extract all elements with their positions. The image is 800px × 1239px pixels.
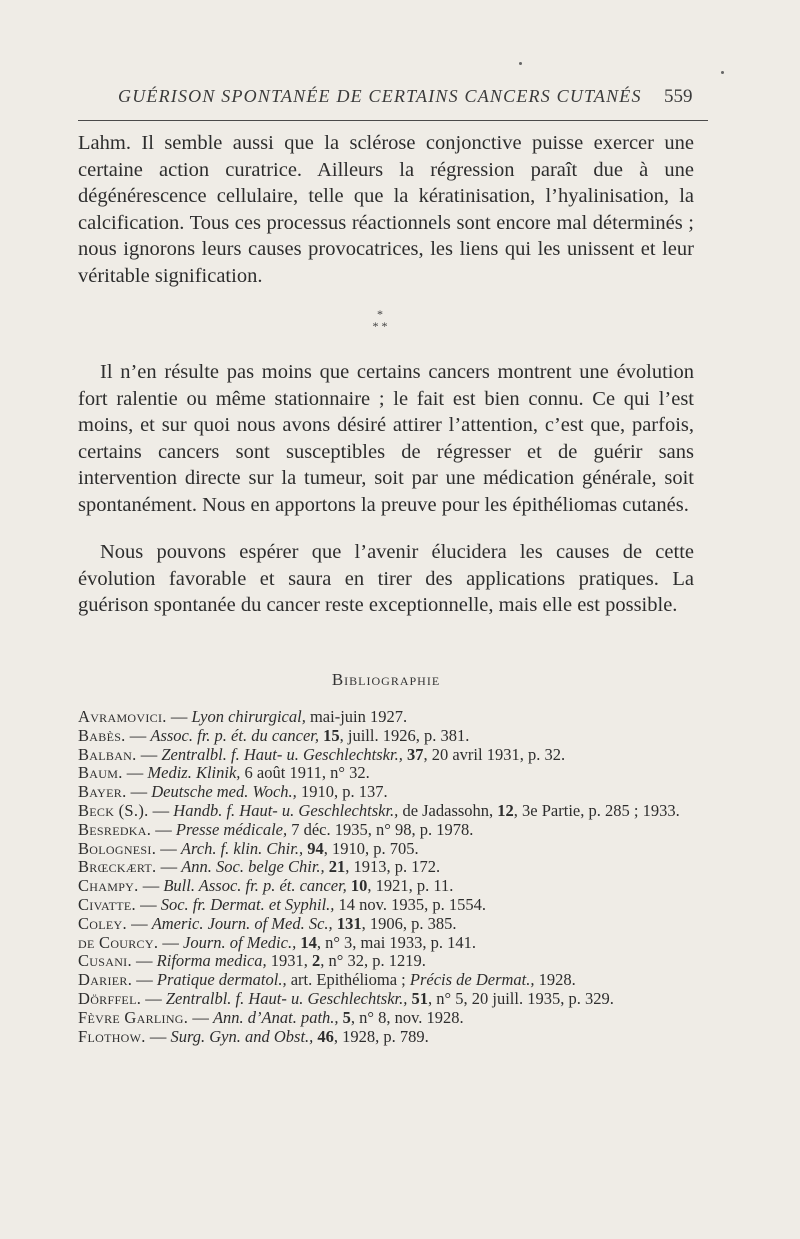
- entry-author: Champy.: [78, 876, 139, 896]
- entry-author: Flothow.: [78, 1026, 146, 1046]
- entry-volume: 10: [350, 876, 368, 896]
- entry-details: 1928.: [534, 970, 576, 990]
- entry-journal: Deutsche med. Woch.,: [151, 782, 297, 802]
- entry-author: Babès.: [78, 725, 126, 745]
- entry-details: 14 nov. 1935, p. 1554.: [334, 894, 486, 914]
- entry-volume: 94: [307, 838, 324, 858]
- entry-journal: Lyon chirurgical,: [191, 707, 306, 726]
- bibliography-entry: Besredka. — Presse médicale, 7 déc. 1935, n° 98, p. 1978.: [78, 819, 474, 839]
- entry-journal: Pratique dermatol.,: [156, 970, 287, 990]
- page-number: 559: [664, 86, 693, 107]
- entry-details: 1910, p. 137.: [296, 782, 388, 802]
- entry-journal: Précis de Dermat.,: [409, 970, 535, 990]
- paragraph-1: Lahm. Il semble aussi que la sclérose conjonctive puisse exercer une certaine action curatrice. Ailleurs la régression paraît due à une dégénérescence cellulaire, telle que la kératinisation, l’hyalinisation, la calcification. Tous ces processus réactionnels sont encore mal déterminés ; nous ignorons leurs causes provocatrices, les liens qui les unissent et leur véritable signification.: [78, 132, 694, 287]
- entry-details: , 1910, p. 705.: [323, 838, 419, 858]
- entry-volume: 46: [317, 1026, 334, 1046]
- entry-details: , 1906, p. 385.: [361, 913, 457, 933]
- entry-volume: 14: [300, 932, 317, 952]
- bibliography-entry: Balban. — Zentralbl. f. Haut- u. Geschlechtskr., 37, 20 avril 1931, p. 32.: [78, 744, 566, 764]
- entry-details: 1931,: [266, 951, 313, 971]
- running-header: GUÉRISON SPONTANÉE DE CERTAINS CANCERS CUTANÉS: [118, 86, 642, 106]
- entry-details: 7 déc. 1935, n° 98, p. 1978.: [287, 819, 474, 839]
- entry-details: , 3e Partie, p. 285 ; 1933.: [513, 800, 680, 820]
- entry-author: Cusani.: [78, 951, 132, 971]
- entry-volume: 2: [312, 951, 321, 971]
- entry-volume: 15: [323, 725, 340, 745]
- header-rule: [78, 120, 708, 121]
- entry-volume: 21: [328, 857, 346, 877]
- entry-journal: Arch. f. klin. Chir.,: [180, 838, 304, 858]
- entry-journal: Zentralbl. f. Haut- u. Geschlechtskr.,: [161, 744, 403, 764]
- entry-author: Baum.: [78, 763, 123, 783]
- bibliography-entry: Dörffel. — Zentralbl. f. Haut- u. Geschlechtskr., 51, n° 5, 20 juill. 1935, p. 329.: [78, 988, 614, 1008]
- entry-details: , n° 32, p. 1219.: [320, 951, 426, 971]
- paper-speck: [721, 71, 724, 74]
- bibliography-entry: Coley. — Americ. Journ. of Med. Sc., 131, 1906, p. 385.: [78, 913, 457, 933]
- entry-author: Bolognesi.: [78, 838, 157, 858]
- bibliography-entry: Beck (S.). — Handb. f. Haut- u. Geschlechtskr., de Jadassohn, 12, 3e Partie, p. 285 ; 1933.: [78, 800, 680, 820]
- bibliography-entry: Bayer. — Deutsche med. Woch., 1910, p. 137.: [78, 782, 388, 802]
- entry-journal: Riforma medica,: [156, 951, 267, 971]
- bibliography-entry: Babès. — Assoc. fr. p. ét. du cancer, 15, juill. 1926, p. 381.: [78, 725, 470, 745]
- bibliography-entry: Brœckært. — Ann. Soc. belge Chir., 21, 1913, p. 172.: [78, 857, 441, 877]
- entry-author: Dörffel.: [78, 988, 142, 1008]
- bibliography-entry: Flothow. — Surg. Gyn. and Obst., 46, 1928, p. 789.: [78, 1026, 429, 1046]
- entry-journal: Handb. f. Haut- u. Geschlechtskr.,: [173, 800, 399, 820]
- entry-details: art. Epithélioma ;: [286, 970, 410, 990]
- entry-author: Brœckært.: [78, 857, 157, 877]
- bibliography-entry: Bolognesi. — Arch. f. klin. Chir., 94, 1910, p. 705.: [78, 838, 419, 858]
- entry-details: mai-juin 1927.: [305, 707, 408, 726]
- paper-speck: [519, 62, 522, 65]
- entry-details: , n° 5, 20 juill. 1935, p. 329.: [428, 988, 614, 1008]
- entry-author: Darier.: [78, 970, 133, 990]
- entry-author: Besredka.: [78, 819, 152, 839]
- entry-author: Balban.: [78, 744, 137, 764]
- entry-author: Civatte.: [78, 894, 136, 914]
- entry-journal: Mediz. Klinik,: [147, 763, 241, 783]
- entry-author: Avramovici.: [78, 707, 167, 726]
- entry-details: de Jadassohn,: [398, 800, 498, 820]
- entry-journal: Soc. fr. Dermat. et Syphil.,: [160, 894, 335, 914]
- entry-volume: 37: [406, 744, 424, 764]
- bibliography-entry: Darier. — Pratique dermatol., art. Epithélioma ; Précis de Dermat., 1928.: [78, 970, 576, 990]
- asterism-top: *: [377, 307, 383, 321]
- paragraph-3: Nous pouvons espérer que l’avenir élucidera les causes de cette évolution favorable et saura en tirer des applications pratiques. La guérison spontanée du cancer reste exceptionnelle, mais elle est possible.: [78, 541, 694, 616]
- asterism-bottom: * *: [372, 319, 388, 333]
- entry-details: , 1928, p. 789.: [333, 1026, 429, 1046]
- entry-journal: Surg. Gyn. and Obst.,: [170, 1026, 314, 1046]
- entry-author: Bayer.: [78, 782, 127, 802]
- bibliography-entry: Baum. — Mediz. Klinik, 6 août 1911, n° 32.: [78, 763, 370, 783]
- bibliography-entry: Avramovici. — Lyon chirurgical, mai-juin 1927.: [78, 707, 408, 726]
- entry-details: 6 août 1911, n° 32.: [240, 763, 370, 783]
- paragraph-2: Il n’en résulte pas moins que certains cancers montrent une évolution fort ralentie ou même stationnaire ; le fait est bien connu. Ce qui l’est moins, et sur quoi nous avons désiré attirer l’attention, c’est que, parfois, certains cancers sont susceptibles de régresser et de guérir sans intervention directe sur la tumeur, soit par une médication générale, soit spontanément. Nous en apportons la preuve pour les épithéliomas cutanés.: [78, 361, 694, 516]
- entry-journal: Assoc. fr. p. ét. du cancer,: [150, 725, 320, 745]
- entry-details: , n° 8, nov. 1928.: [350, 1007, 464, 1027]
- entry-author: de Courcy.: [78, 932, 159, 952]
- entry-details: , 20 avril 1931, p. 32.: [423, 744, 566, 764]
- entry-journal: Zentralbl. f. Haut- u. Geschlechtskr.,: [165, 988, 408, 1008]
- bibliography-entry: Cusani. — Riforma medica, 1931, 2, n° 32, p. 1219.: [78, 951, 426, 971]
- entry-volume: 131: [336, 913, 362, 933]
- entry-volume: 51: [411, 988, 429, 1008]
- bibliography-entry: de Courcy. — Journ. of Medic., 14, n° 3, mai 1933, p. 141.: [78, 932, 477, 952]
- entry-author: Beck (S.).: [78, 800, 149, 820]
- entry-details: , 1921, p. 11.: [367, 876, 454, 896]
- entry-details: , juill. 1926, p. 381.: [339, 725, 470, 745]
- entry-journal: Journ. of Medic.,: [183, 932, 297, 952]
- entry-journal: Americ. Journ. of Med. Sc.,: [151, 913, 333, 933]
- entry-volume: 12: [497, 800, 514, 820]
- entry-details: , 1913, p. 172.: [345, 857, 441, 877]
- asterism: [360, 308, 400, 332]
- entry-journal: Bull. Assoc. fr. p. ét. cancer,: [163, 876, 347, 896]
- bibliography-entry: Champy. — Bull. Assoc. fr. p. ét. cancer, 10, 1921, p. 11.: [78, 876, 454, 896]
- bibliography-entry: Fèvre Garling. — Ann. d’Anat. path., 5, n° 8, nov. 1928.: [78, 1007, 464, 1027]
- entry-journal: Presse médicale,: [175, 819, 288, 839]
- entry-journal: Ann. d’Anat. path.,: [212, 1007, 339, 1027]
- entry-author: Coley.: [78, 913, 127, 933]
- entry-volume: 5: [342, 1007, 351, 1027]
- entry-author: Fèvre Garling.: [78, 1007, 189, 1027]
- bibliography-title: Bibliographie: [331, 670, 441, 689]
- bibliography-entry: Civatte. — Soc. fr. Dermat. et Syphil., 14 nov. 1935, p. 1554.: [78, 894, 486, 914]
- bibliography-list: [78, 708, 698, 1046]
- entry-journal: Ann. Soc. belge Chir.,: [181, 857, 325, 877]
- entry-details: , n° 3, mai 1933, p. 141.: [316, 932, 477, 952]
